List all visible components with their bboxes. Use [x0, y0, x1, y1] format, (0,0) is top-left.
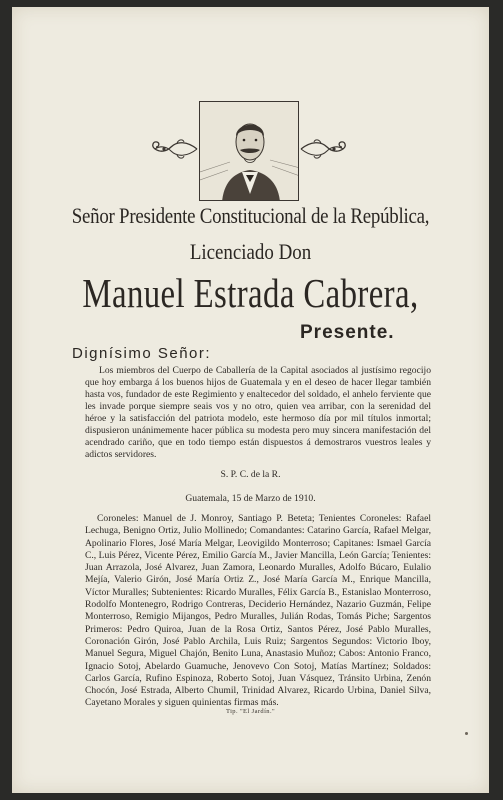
presente-heading: Presente. — [300, 322, 395, 343]
right-scroll-ornament-icon — [299, 135, 351, 163]
portrait-icon — [200, 102, 299, 201]
body-paragraph: Los miembros del Cuerpo de Caballería de la Capital asociados al justísimo regocijo que hoy embarga á los buenos hijos de Guatemala y en el deseo de hacer llegar también hasta vos, fundador de este Regimiento y enaltecedor del soldado, el anhelo ferviente que les invade porque siempre seais vos y no otro, quien vea arribar, con la serenidad del héroe y la satisfacción del patriota modelo, este hermoso día por mil títulos inmortal; dispusieron unánimemente hacer pública su modesta pero muy sincera manifestación del acendrado cariño, que en todo tiempo están dispuestos á demostraros vuestros leales y adictos servidores. — [85, 365, 431, 460]
paper-speck — [465, 732, 468, 735]
signatories-list: Coroneles: Manuel de J. Monroy, Santiago P. Beteta; Tenientes Coroneles: Rafael Lechuga, Benigno Ortiz, Julio Mollinedo; Comandantes: Catarino García, Rafael Melgar, Apolinario Flores, José María Melgar, Leovigildo Monterroso; Capitanes: Ismael García C., Luis Pérez, Vicente Pérez, Emilio García M., Javier Mancilla, León García; Tenientes: Juan Arrazola, José Alvarez, Juan Zamora, Leonardo Muralles, Adolfo Búcaro, Eulalio Mejía, Valerio Girón, José María Ortiz Z., José María García M., Enrique Mancilla, Víctor Muralles; Subtenientes: Ricardo Muralles, Félix García B., Estanislao Monterroso, Rodolfo Montenegro, Rodrigo Contreras, Deciderio Hernández, Nazario Guzmán, Felipe Monterroso, Remigio Mijangos, Pedro Muralles, Julián Rodas, Tomás Piche; Sargentos Primeros: Pedro Quiroa, Juan de la Rosa Ortiz, Santos Pérez, José Pablo Muralles, Coronación Girón, José Pablo Archila, Luis Ruiz; Sargentos Segundos: Victorio Iboy, Manuel Segura, Miguel Chajón, Benito Luna, Anastasio Muñoz; Cabos: Antonio Franco, Ignacio Sotoj, Abelardo Guamuche, Jenovevo Con Sotoj, Matías Martínez; Soldados: Carlos García, Rufino Espinoza, Roberto Sotoj, Juan Vásquez, Tránsito Urbina, Zenón Chocón, José Estrada, Alberto Chumil, Trinidad Alvarez, Ricardo Urbina, Daniel Silva, Cayetano Morales y siguen quinientas firmas más. — [85, 513, 431, 709]
closing-line: S. P. C. de la R. — [220, 469, 281, 480]
salutation: Dignísimo Señor: — [72, 345, 212, 362]
printer-imprint: Tip. "El Jardín." — [225, 708, 276, 715]
title-name: Manuel Estrada Cabrera, — [82, 270, 419, 316]
portrait-frame — [199, 101, 299, 201]
left-scroll-ornament-icon — [147, 135, 199, 163]
title-line-2: Licenciado Don — [189, 239, 312, 264]
document-page — [12, 7, 489, 793]
date-line: Guatemala, 15 de Marzo de 1910. — [185, 493, 316, 504]
title-line-1: Señor Presidente Constitucional de la República, — [71, 203, 430, 228]
